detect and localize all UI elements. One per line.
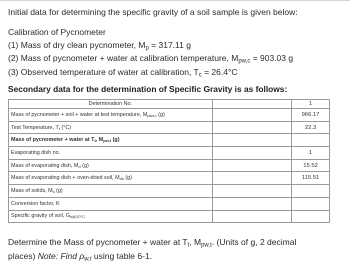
table-row: Test Temperature, $T_t$ (°C) 22.3 (9, 121, 330, 134)
table-row: Mass of pycnometer + water at $T_t$, $M_{pw,t}$ (g) (9, 134, 330, 147)
table-cell-value: 1 (292, 147, 330, 160)
table-cell-value (292, 197, 330, 210)
top-divider (0, 0, 350, 1)
table-row: Mass of evaporating dish, $M_d$ (g) 15.52 (9, 159, 330, 172)
table-cell-value (292, 210, 330, 223)
header-determination-number: 1 (292, 100, 330, 109)
calibration-item-temperature: (3) Observed temperature of water at calibration, $T_c = 26.4^\circ C$ (8, 67, 238, 79)
calibration-title: Calibration of Pycnometer (8, 27, 106, 37)
intro-text: Initial data for determining the specific gravity of a soil sample is given below: (8, 7, 298, 17)
specific-gravity-table (8, 99, 330, 223)
table-row: Mass of solids, $M_s$ (g) (9, 185, 330, 198)
table-cell-value (292, 185, 330, 198)
table-header-row (9, 100, 330, 109)
calibration-item-pycnometer-water: (2) Mass of pycnometer + water at calibration temperature, $M_{pw,c} = 903.03$ g (8, 53, 294, 65)
table-cell-value: 15.52 (292, 159, 330, 172)
table-row: Specific gravity of soil, $G_{s@20^\circ C}$ (9, 210, 330, 223)
table-cell-value: 966.17 (292, 109, 330, 122)
calibration-item-dry-pycnometer: (1) Mass of dry clean pycnometer, $M_p = 317.11$ g (8, 40, 191, 52)
secondary-data-heading: Secondary data for the determination of Specific Gravity is as follows: (8, 84, 288, 94)
table-row: Mass of evaporating dish + oven-dried soil, $M_{ds}$ (g) 115.51 (9, 172, 330, 185)
table-cell-value (292, 134, 330, 147)
note-text: Note: Find $\rho_{w,t}$ (37, 251, 92, 263)
question-line-2: places) Note: Find $\rho_{w,t}$ using table 6-1. (8, 251, 153, 263)
table-row: Mass of pycnometer + soil + water at test temperature, $M_{pws,t}$ (g) 966.17 (9, 109, 330, 122)
table-row: Evaporating dish no. 1 (9, 147, 330, 160)
table-cell-value: 115.51 (292, 172, 330, 185)
table-row: Conversion factor, K (9, 197, 330, 210)
table-cell-value: 22.3 (292, 121, 330, 134)
header-determination-label: Determination No. (9, 100, 213, 109)
question-line-1: Determine the Mass of pycnometer + water at $T_t$, $M_{pw,t}$. (Units of g, 2 decimal (8, 237, 297, 249)
